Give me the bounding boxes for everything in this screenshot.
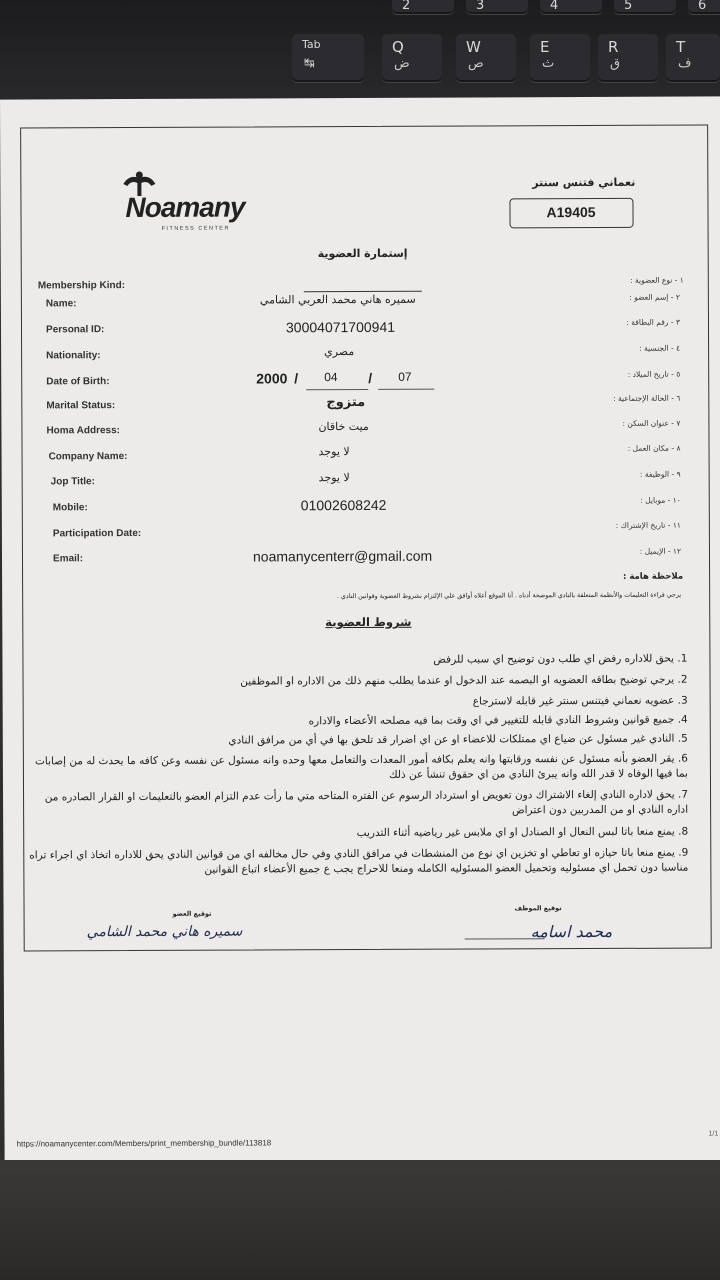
rule-5: 5. النادي غير مسئول عن ضياع اي ممتلكات للاعضاء او عن اي اضرار قد تلحق بها في أي من مرافق النادي bbox=[228, 732, 688, 747]
value-home-address: ميت خاقان bbox=[318, 419, 369, 434]
label-ar-job-title: ٩ - الوظيفة : bbox=[639, 469, 681, 479]
member-code-box bbox=[509, 198, 633, 229]
employee-signature-label: توقيع الموظف bbox=[514, 904, 562, 913]
value-email: noamanycenterr@gmail.com bbox=[252, 547, 433, 565]
value-marital-status: متزوج bbox=[326, 394, 366, 411]
note-text: يرجي قراءة التعليمات والأنظمة المتعلقة بالنادي الموضحة أدناه . أنا الموقع أعلاه أوافق علي الإلتزام بشروط العضوية وقوانين النادي . bbox=[336, 591, 682, 601]
label-nationality: Nationality: bbox=[46, 350, 101, 362]
key-t[interactable]: T ف bbox=[666, 34, 720, 82]
label-participation-date: Participation Date: bbox=[52, 527, 142, 540]
label-ar-personal-id: ٣ - رقم البطاقة : bbox=[626, 317, 681, 327]
member-signature: سميره هاني محمد الشامي bbox=[86, 923, 243, 941]
member-code: A19405 bbox=[546, 203, 596, 221]
label-personal-id: Personal ID: bbox=[45, 324, 105, 336]
label-company-name: Company Name: bbox=[48, 451, 128, 463]
label-ar-mobile: ١٠ - موبايل : bbox=[640, 495, 681, 505]
key-3[interactable]: 3 bbox=[466, 0, 528, 14]
form-title: إستمارة العضوية bbox=[317, 246, 408, 261]
label-ar-participation-date: ١١ - تاريخ الإشتراك : bbox=[615, 520, 681, 530]
key-e[interactable]: E ث bbox=[530, 34, 590, 82]
value-nationality: مصري bbox=[324, 345, 355, 359]
key-w[interactable]: W ص bbox=[456, 34, 516, 82]
rule-9: 9. يمنع منعا باتا حيازه او تعاطي او تخزين اي نوع من المنشطات في مرافق النادي وفي حال مخالفه اي من قوانين النادي يحق للاداره اتخاذ اي اجراء تراه مناسبا دون تحمل اي مسئوليه وتحميل العضو المسئوليه الكامله ومنعا للاحراج يجب ع جميع الأعضاء اتباع القوانين bbox=[29, 846, 689, 876]
label-ar-home-address: ٧ - عنوان السكن : bbox=[622, 418, 681, 428]
key-r[interactable]: R ق bbox=[598, 34, 658, 82]
rule-4: 4. جميع قوانين وشروط النادي قابله للتغيير في اي وقت بما فيه مصلحه الأعضاء والاداره bbox=[308, 713, 688, 728]
keyboard bbox=[0, 0, 720, 112]
value-mobile: 01002608242 bbox=[300, 496, 387, 514]
rule-6: 6. يقر العضو بأنه مسئول عن نفسه ورقابتها وانه يعلم بكافه أمور المعدات والتعامل معها وحده وانه مسئول عن نفسه وعن كافه ما يحدث له من إصابات بما فيها الوفاه لا قدر الله وانه يبرئ النادي من اي حقوق تنشأ عن ذلك bbox=[34, 752, 688, 781]
rule-2: 2. يرجي توضيح بطاقه العضويه او البصمه عند الدخول او عندما يطلب منهم ذلك من الاداره او الموظفين bbox=[240, 673, 688, 688]
dob-day-line bbox=[378, 389, 434, 390]
label-home-address: Homa Address: bbox=[46, 425, 121, 437]
label-name: Name: bbox=[45, 298, 77, 310]
key-q[interactable]: Q ض bbox=[382, 34, 442, 82]
dob-month: 04 bbox=[324, 370, 338, 385]
label-ar-company-name: ٨ - مكان العمل : bbox=[627, 443, 681, 453]
membership-form-paper bbox=[0, 96, 720, 1171]
value-job-title: لا يوجد bbox=[318, 471, 350, 485]
label-ar-membership-kind: ١ - نوع العضوية : bbox=[630, 275, 684, 285]
label-ar-name: ٢ - إسم العضو : bbox=[629, 292, 680, 302]
key-4[interactable]: 4 bbox=[540, 0, 602, 14]
note-label: ملاحظة هامة : bbox=[622, 571, 684, 582]
dob-day: 07 bbox=[398, 369, 412, 384]
label-email: Email: bbox=[52, 553, 84, 565]
print-url: https://noamanycenter.com/Members/print_membership_bundle/113818 bbox=[16, 1138, 272, 1149]
label-mobile: Mobile: bbox=[52, 502, 88, 514]
rule-1: 1. يحق للاداره رفض اي طلب دون توضيح اي سبب للرفض bbox=[433, 652, 688, 666]
page-number: 1/1 bbox=[708, 1130, 719, 1138]
label-ar-nationality: ٤ - الجنسية : bbox=[639, 343, 681, 353]
key-2[interactable]: 2 bbox=[392, 0, 454, 14]
label-membership-kind: Membership Kind: bbox=[37, 280, 126, 292]
employee-signature: محمد اسامه bbox=[530, 921, 613, 942]
label-job-title: Jop Title: bbox=[50, 476, 95, 488]
club-name: نعماني فتنس سنتر bbox=[532, 175, 636, 190]
rule-7: 7. يحق لاداره النادي إلغاء الاشتراك دون تعويض او استرداد الرسوم عن الفتره المتاحه متي ما رأت عدم التزام العضو بالتعليمات او القرار الصادره من اداره النادي او من المدربين دون اعتراض bbox=[44, 788, 689, 817]
dob-year: 2000 bbox=[256, 370, 288, 387]
terms-title: شروط العضوية bbox=[325, 614, 412, 630]
dob-separator-2: / bbox=[368, 369, 373, 386]
member-signature-label: توقيع العضو bbox=[172, 909, 212, 918]
dob-separator-1: / bbox=[294, 370, 299, 387]
value-company-name: لا يوجد bbox=[318, 445, 350, 459]
logo-subtext: FITNESS CENTER bbox=[161, 225, 230, 232]
rule-3: 3. عضويه نعماني فيتنس سنتر غير قابله لاسترجاع bbox=[472, 694, 688, 708]
key-tab[interactable]: Tab ↹ bbox=[292, 34, 364, 82]
value-personal-id: 30004071700941 bbox=[285, 318, 396, 336]
label-ar-date-of-birth: ٥ - تاريخ الميلاد : bbox=[627, 369, 681, 379]
label-ar-email: ١٢ - الإيميل : bbox=[639, 546, 681, 556]
label-ar-marital-status: ٦ - الحالة الإجتماعية : bbox=[613, 393, 681, 403]
rule-8: 8. يمنع منعا باتا لبس النعال او الصنادل او اي ملابس غير رياضيه أثناء التدريب bbox=[356, 825, 689, 840]
key-5[interactable]: 5 bbox=[614, 0, 676, 14]
label-marital-status: Marital Status: bbox=[46, 400, 116, 412]
dob-month-line bbox=[306, 389, 368, 390]
key-6[interactable]: 6 bbox=[688, 0, 720, 14]
table-surface bbox=[0, 1160, 720, 1280]
label-date-of-birth: Date of Birth: bbox=[46, 376, 110, 388]
form-frame bbox=[20, 124, 712, 951]
value-name: سميره هاني محمد العربي الشامي bbox=[259, 292, 416, 307]
logo-brand-text: Noamany bbox=[125, 191, 245, 224]
